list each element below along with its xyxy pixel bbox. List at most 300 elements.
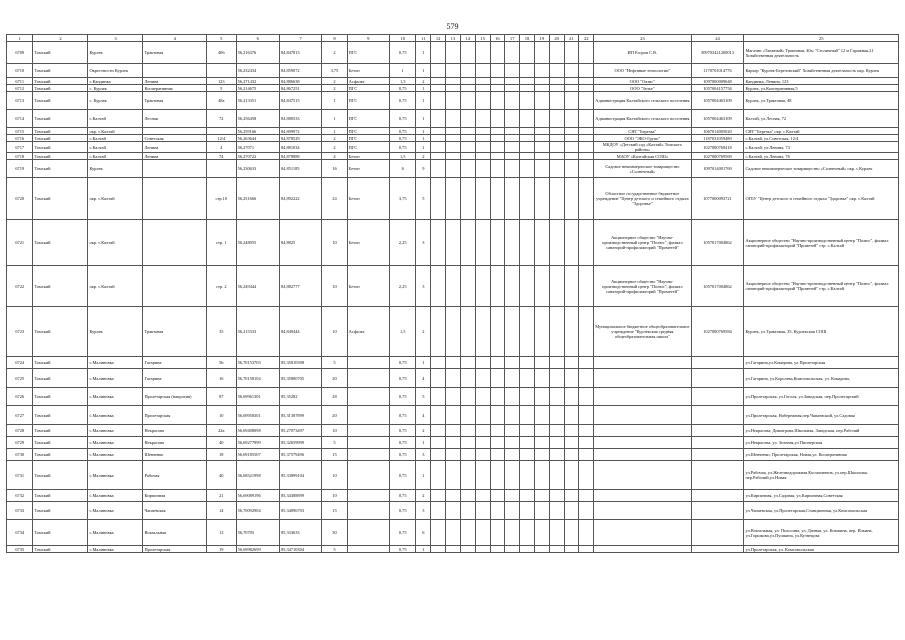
- table-cell: ПГС: [347, 135, 389, 142]
- table-cell: Томский: [33, 502, 88, 520]
- table-cell: 6712: [7, 85, 33, 92]
- table-cell: [431, 437, 446, 449]
- table-cell: 1: [416, 42, 431, 64]
- table-cell: Курлек, ул.Кооперативная,5: [744, 85, 899, 92]
- table-cell: [549, 449, 564, 461]
- table-cell: 5b: [206, 357, 236, 369]
- table-cell: Томский: [33, 307, 88, 357]
- table-row: [7, 437, 899, 449]
- table-cell: [347, 388, 389, 406]
- table-cell: Бетон: [347, 266, 389, 307]
- table-cell: [534, 425, 549, 437]
- table-cell: [446, 490, 461, 502]
- table-cell: [549, 266, 564, 307]
- table-cell: [594, 502, 691, 520]
- table-cell: с.Малиновка: [88, 546, 143, 553]
- table-cell: ПГС: [347, 110, 389, 128]
- column-number: 16: [490, 35, 505, 42]
- table-cell: Бетон: [347, 178, 389, 220]
- column-number: 9: [347, 35, 389, 42]
- table-cell: [347, 490, 389, 502]
- table-cell: [534, 546, 549, 553]
- table-cell: 1: [416, 85, 431, 92]
- table-cell: 1057017004862: [691, 220, 744, 266]
- table-cell: [534, 502, 549, 520]
- table-cell: 6714: [7, 110, 33, 128]
- table-cell: 20: [322, 406, 347, 425]
- table-cell: 16: [322, 160, 347, 178]
- table-cell: [431, 92, 446, 110]
- table-cell: с.Калтай: [88, 135, 143, 142]
- table-cell: [520, 425, 535, 437]
- table-cell: 406: [206, 42, 236, 64]
- table-cell: Калтай, ул.Лесная, 72: [744, 110, 899, 128]
- table-cell: Курлек: [88, 160, 143, 178]
- table-cell: 56,213351: [236, 92, 279, 110]
- table-cell: [579, 220, 594, 266]
- table-cell: Акционерное общество "Научно-производственный центр "Полюс", филиал санаторий-профилакторий "Прометей" стр. с.Калтай: [744, 220, 899, 266]
- table-cell: [490, 406, 505, 425]
- table-cell: [549, 502, 564, 520]
- table-cell: Томский: [33, 461, 88, 490]
- table-cell: [475, 85, 490, 92]
- table-cell: [520, 142, 535, 153]
- table-cell: Томский: [33, 425, 88, 437]
- table-cell: 6727: [7, 406, 33, 425]
- table-cell: [505, 110, 520, 128]
- table-cell: [505, 64, 520, 78]
- table-cell: 5: [416, 178, 431, 220]
- table-cell: Асфальт: [347, 307, 389, 357]
- table-cell: [490, 520, 505, 546]
- table-cell: [549, 153, 564, 160]
- table-cell: [446, 369, 461, 388]
- table-cell: [579, 546, 594, 553]
- table-cell: [549, 546, 564, 553]
- table-cell: 1057017004862: [691, 266, 744, 307]
- table-cell: [505, 388, 520, 406]
- table-cell: СНТ "Березка" окр. с.Калтай: [744, 128, 899, 135]
- table-cell: [520, 78, 535, 85]
- table-cell: [446, 135, 461, 142]
- table-row: [7, 307, 899, 357]
- table-cell: [431, 142, 446, 153]
- table-cell: [490, 128, 505, 135]
- table-cell: [460, 266, 475, 307]
- table-cell: [520, 357, 535, 369]
- table-cell: [534, 307, 549, 357]
- table-row: [7, 153, 899, 160]
- table-cell: [549, 110, 564, 128]
- table-cell: [475, 449, 490, 461]
- table-cell: [490, 153, 505, 160]
- table-cell: 1: [416, 546, 431, 553]
- table-cell: [534, 406, 549, 425]
- table-cell: [460, 42, 475, 64]
- table-cell: [549, 490, 564, 502]
- table-cell: [564, 64, 579, 78]
- table-cell: [475, 220, 490, 266]
- table-cell: [505, 135, 520, 142]
- table-cell: [549, 178, 564, 220]
- table-cell: [579, 160, 594, 178]
- table-cell: 56,70705: [236, 520, 279, 546]
- table-cell: [520, 266, 535, 307]
- table-cell: [490, 437, 505, 449]
- table-cell: [475, 307, 490, 357]
- table-cell: ул.Гагарина, ул.Королева,Комсомольская, ул. Комарова,: [744, 369, 899, 388]
- table-cell: 0,75: [389, 42, 415, 64]
- table-cell: ООО "Нефтяные технологии": [594, 64, 691, 78]
- table-cell: [520, 160, 535, 178]
- table-cell: [460, 85, 475, 92]
- table-cell: [431, 502, 446, 520]
- table-cell: [534, 437, 549, 449]
- table-cell: Томский: [33, 406, 88, 425]
- table-cell: 56,256458: [236, 110, 279, 128]
- table-cell: [460, 357, 475, 369]
- table-cell: 6729: [7, 437, 33, 449]
- table-cell: ул.Некрасова, ул. Зеленая,ул Пионерская: [744, 437, 899, 449]
- table-cell: [490, 266, 505, 307]
- table-cell: [460, 546, 475, 553]
- table-row: [7, 135, 899, 142]
- table-cell: 56,271432: [236, 78, 279, 85]
- table-cell: [564, 178, 579, 220]
- table-cell: [431, 64, 446, 78]
- table-cell: 6716: [7, 135, 33, 142]
- table-cell: [475, 64, 490, 78]
- table-cell: 0,75: [389, 490, 415, 502]
- table-cell: [490, 78, 505, 85]
- table-cell: [490, 142, 505, 153]
- table-cell: Кирпичная: [143, 490, 206, 502]
- table-row: [7, 266, 899, 307]
- table-cell: [594, 437, 691, 449]
- table-cell: [564, 449, 579, 461]
- table-cell: с.Калтай, ул.Ленина, 76: [744, 153, 899, 160]
- table-cell: стр. 2: [206, 266, 236, 307]
- table-cell: [564, 307, 579, 357]
- table-cell: [475, 546, 490, 553]
- table-cell: 1: [416, 135, 431, 142]
- table-cell: [520, 64, 535, 78]
- column-number: 3: [88, 35, 143, 42]
- table-cell: [460, 369, 475, 388]
- table-cell: [549, 406, 564, 425]
- table-cell: 2: [322, 85, 347, 92]
- table-cell: [579, 502, 594, 520]
- table-cell: 0,75: [389, 357, 415, 369]
- table-row: [7, 142, 899, 153]
- table-cell: 6724: [7, 357, 33, 369]
- table-cell: [460, 110, 475, 128]
- table-cell: [549, 461, 564, 490]
- table-cell: [475, 388, 490, 406]
- table-cell: [347, 406, 389, 425]
- table-cell: 21: [206, 490, 236, 502]
- table-cell: окр. с.Калтай: [88, 220, 143, 266]
- table-cell: 85,34710304: [279, 546, 321, 553]
- table-cell: [446, 128, 461, 135]
- table-cell: 5: [322, 357, 347, 369]
- table-cell: [347, 357, 389, 369]
- table-cell: [490, 461, 505, 490]
- table-cell: [564, 546, 579, 553]
- table-cell: Акционерное общество "Научно-производственный центр "Полюс", филиал санаторий-профилакторий "Прометей": [594, 220, 691, 266]
- table-cell: 10: [322, 490, 347, 502]
- table-cell: [460, 78, 475, 85]
- table-cell: [534, 135, 549, 142]
- column-number: 5: [206, 35, 236, 42]
- table-cell: ИП Егоров С.В.: [594, 42, 691, 64]
- table-cell: 1187031059480: [691, 135, 744, 142]
- table-cell: 85,35810398: [279, 357, 321, 369]
- table-cell: 15: [322, 502, 347, 520]
- table-cell: [564, 92, 579, 110]
- table-cell: 1: [322, 110, 347, 128]
- table-cell: [534, 42, 549, 64]
- table-cell: [460, 178, 475, 220]
- table-cell: [505, 425, 520, 437]
- page-number: 579: [446, 22, 459, 31]
- table-cell: Курлек: [88, 307, 143, 357]
- table-cell: [475, 461, 490, 490]
- table-cell: [505, 178, 520, 220]
- table-cell: 6731: [7, 461, 33, 490]
- table-cell: 6722: [7, 266, 33, 307]
- table-row: [7, 461, 899, 490]
- table-cell: [549, 64, 564, 78]
- table-cell: [534, 449, 549, 461]
- table-cell: 10: [206, 406, 236, 425]
- table-cell: 56,259166: [236, 128, 279, 135]
- table-cell: [460, 406, 475, 425]
- table-cell: Томский: [33, 357, 88, 369]
- table-cell: [534, 178, 549, 220]
- table-cell: [475, 160, 490, 178]
- table-cell: Магазин «Таежный» Трактовая, 40а; "Столичный" 12 м Гаражная,21 Хозяйственная деятельность: [744, 42, 899, 64]
- table-cell: [446, 178, 461, 220]
- table-cell: [475, 128, 490, 135]
- table-cell: [594, 449, 691, 461]
- table-cell: [347, 502, 389, 520]
- table-cell: Томский: [33, 78, 88, 85]
- table-cell: [534, 490, 549, 502]
- table-cell: [460, 388, 475, 406]
- table-cell: 40: [206, 461, 236, 490]
- table-cell: [520, 178, 535, 220]
- table-cell: ул.Некрасова, Димитрова,Школьная, Заводская, пер.Рабочий: [744, 425, 899, 437]
- table-cell: [431, 153, 446, 160]
- table-cell: [347, 461, 389, 490]
- table-cell: [564, 78, 579, 85]
- table-cell: [579, 110, 594, 128]
- table-cell: 4: [416, 406, 431, 425]
- table-cell: 6725: [7, 369, 33, 388]
- table-cell: окр. с.Калтай: [88, 266, 143, 307]
- table-cell: Бетон: [347, 220, 389, 266]
- table-cell: [505, 546, 520, 553]
- table-cell: 56,69961301: [236, 388, 279, 406]
- table-cell: 6728: [7, 425, 33, 437]
- table-cell: 0,75: [389, 520, 415, 546]
- table-cell: [505, 142, 520, 153]
- table-cell: [579, 437, 594, 449]
- table-cell: Шевченко: [143, 449, 206, 461]
- table-cell: 1170701014776: [691, 64, 744, 78]
- table-cell: 6735: [7, 546, 33, 553]
- table-cell: [446, 307, 461, 357]
- table-cell: Томский: [33, 178, 88, 220]
- table-row: [7, 128, 899, 135]
- table-cell: [534, 461, 549, 490]
- table-cell: с.Калтай: [88, 142, 143, 153]
- table-cell: [505, 461, 520, 490]
- table-cell: [460, 160, 475, 178]
- table-cell: 1027000769584: [691, 307, 744, 357]
- table-cell: 5: [206, 85, 236, 92]
- table-cell: 15: [322, 449, 347, 461]
- column-number: 4: [143, 35, 206, 42]
- table-cell: Томский: [33, 85, 88, 92]
- table-cell: ул.Гагарина,ул.Комарова, ул.Пролетарская: [744, 357, 899, 369]
- table-cell: Томский: [33, 220, 88, 266]
- table-cell: [475, 266, 490, 307]
- table-cell: [446, 142, 461, 153]
- table-cell: 10: [322, 461, 347, 490]
- table-cell: с. Курлек: [88, 85, 143, 92]
- table-cell: Окрестности Курлек: [88, 64, 143, 78]
- table-cell: [564, 160, 579, 178]
- table-cell: [579, 64, 594, 78]
- table-cell: [594, 388, 691, 406]
- table-cell: 3: [416, 502, 431, 520]
- table-cell: [549, 437, 564, 449]
- table-cell: [431, 406, 446, 425]
- table-cell: ПГС: [347, 128, 389, 135]
- table-cell: с.Калтай, ул.Ленина, 73: [744, 142, 899, 153]
- table-cell: Трактовая: [143, 42, 206, 64]
- table-cell: [534, 388, 549, 406]
- table-cell: [143, 128, 206, 135]
- table-cell: 0,75: [389, 85, 415, 92]
- table-cell: Бетон: [347, 160, 389, 178]
- table-cell: [564, 461, 579, 490]
- table-cell: 56,70153703: [236, 357, 279, 369]
- table-cell: [534, 142, 549, 153]
- table-cell: 1: [416, 92, 431, 110]
- table-cell: [143, 64, 206, 78]
- table-cell: [520, 437, 535, 449]
- table-cell: 0,75: [389, 388, 415, 406]
- table-cell: 56,270722: [236, 153, 279, 160]
- table-cell: Асфальт: [347, 78, 389, 85]
- table-cell: [446, 85, 461, 92]
- table-cell: [534, 78, 549, 85]
- table-cell: [347, 546, 389, 553]
- table-cell: [475, 357, 490, 369]
- table-cell: [579, 307, 594, 357]
- table-cell: [475, 178, 490, 220]
- table-cell: 3: [416, 220, 431, 266]
- table-cell: 14: [206, 502, 236, 520]
- table-cell: [475, 369, 490, 388]
- table-cell: [460, 307, 475, 357]
- table-cell: [520, 449, 535, 461]
- table-cell: [594, 461, 691, 490]
- table-cell: 1057004463109: [691, 92, 744, 110]
- table-cell: Ленина: [143, 142, 206, 153]
- table-cell: [549, 425, 564, 437]
- table-cell: [505, 369, 520, 388]
- table-cell: Пролетарская (напротив): [143, 388, 206, 406]
- table-cell: [579, 178, 594, 220]
- column-number: 15: [475, 35, 490, 42]
- table-cell: 56,214675: [236, 85, 279, 92]
- table-cell: [206, 160, 236, 178]
- table-cell: [347, 425, 389, 437]
- table-cell: 6711: [7, 78, 33, 85]
- column-number: 1: [7, 35, 33, 42]
- table-cell: [579, 357, 594, 369]
- table-cell: 87: [206, 388, 236, 406]
- column-number: 23: [594, 35, 691, 42]
- table-cell: [594, 357, 691, 369]
- table-cell: 5: [322, 546, 347, 553]
- table-cell: Рабочая: [143, 461, 206, 490]
- table-cell: [579, 142, 594, 153]
- column-number: 7: [279, 35, 321, 42]
- table-cell: [505, 437, 520, 449]
- table-cell: Томский: [33, 64, 88, 78]
- table-cell: 1: [416, 142, 431, 153]
- table-cell: [691, 369, 744, 388]
- table-cell: 2,25: [389, 266, 415, 307]
- table-cell: [691, 425, 744, 437]
- table-cell: 0,75: [389, 128, 415, 135]
- table-cell: Томский: [33, 369, 88, 388]
- table-cell: [505, 357, 520, 369]
- table-cell: 84,882777: [279, 266, 321, 307]
- table-cell: [446, 78, 461, 85]
- table-cell: [460, 461, 475, 490]
- table-cell: [691, 502, 744, 520]
- table-cell: 85,35282: [279, 388, 321, 406]
- table-cell: [549, 160, 564, 178]
- table-cell: [594, 425, 691, 437]
- table-cell: [505, 490, 520, 502]
- table-cell: [505, 85, 520, 92]
- table-cell: 0,75: [389, 546, 415, 553]
- table-cell: [431, 461, 446, 490]
- table-cell: [431, 369, 446, 388]
- table-cell: 1,5: [389, 307, 415, 357]
- table-cell: Садовое некоммерческое товарищество «Солнечный» окр. с.Курлек: [744, 160, 899, 178]
- table-cell: [520, 135, 535, 142]
- table-cell: [431, 425, 446, 437]
- table-cell: Томский: [33, 153, 88, 160]
- table-row: [7, 490, 899, 502]
- table-cell: [520, 502, 535, 520]
- table-cell: [347, 449, 389, 461]
- table-cell: Томский: [33, 128, 88, 135]
- table-cell: [564, 135, 579, 142]
- table-cell: 20: [322, 369, 347, 388]
- table-cell: [460, 449, 475, 461]
- table-cell: [446, 502, 461, 520]
- table-cell: 56,68521998: [236, 461, 279, 490]
